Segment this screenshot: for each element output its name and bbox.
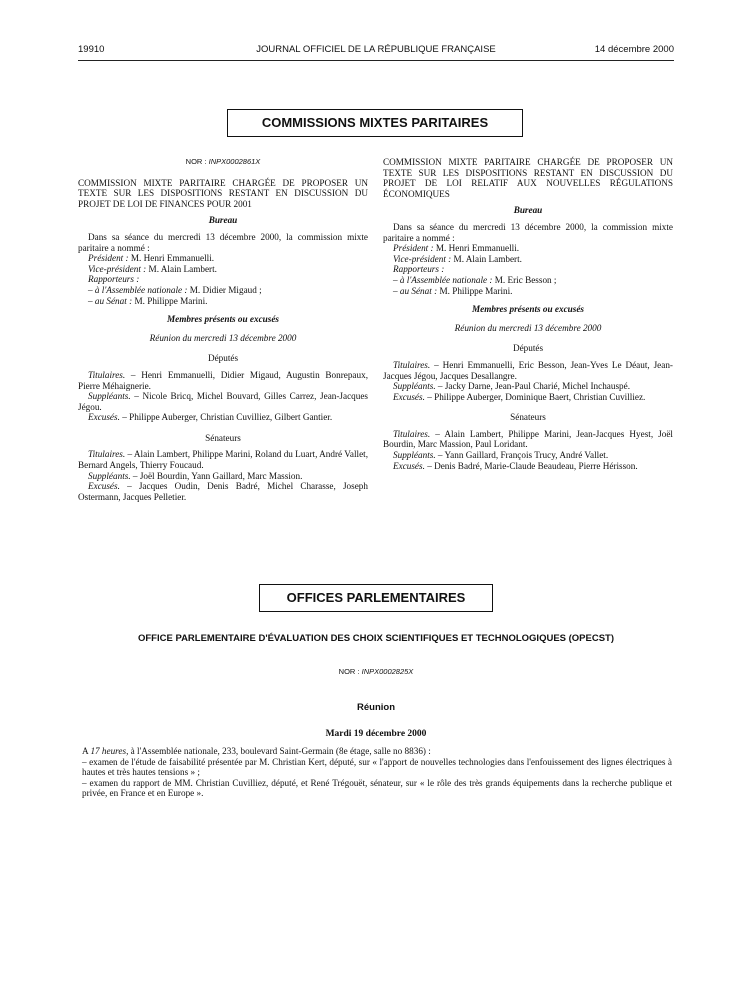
senateurs-titulaires <box>78 449 368 470</box>
vice-president-line <box>78 264 368 275</box>
excuses-names: – Jacques Oudin, Denis Badré, Michel Charasse, Joseph Ostermann, Jacques Pelletier. <box>78 481 368 502</box>
right-column <box>383 157 673 471</box>
titulaires-label: Titulaires. <box>88 449 126 460</box>
reunion-heading: Réunion <box>357 702 395 713</box>
president-line <box>78 253 368 264</box>
rapporteur-an-label: – à l'Assemblée nationale : <box>393 274 493 285</box>
suppleants-label: Suppléants. <box>88 391 131 402</box>
meeting-date: Réunion du mercredi 13 décembre 2000 <box>454 322 602 333</box>
senateurs-excuses <box>383 461 673 472</box>
suppleants-label: Suppléants. <box>393 381 436 392</box>
left-column <box>78 157 368 502</box>
president-line <box>383 243 673 254</box>
suppleants-label: Suppléants. <box>88 470 131 481</box>
meeting-date: Réunion du mercredi 13 décembre 2000 <box>149 332 297 343</box>
suppleants-names: – Joël Bourdin, Yann Gaillard, Marc Massion. <box>130 470 303 481</box>
section-title-commissions: COMMISSIONS MIXTES PARITAIRES <box>227 109 523 137</box>
office-agenda <box>82 746 672 799</box>
bureau-intro: Dans sa séance du mercredi 13 décembre 2000, la commission mixte paritaire a nommé : <box>383 221 673 243</box>
president-name: M. Henri Emmanuelli. <box>435 243 520 254</box>
rapporteurs-label <box>78 274 368 285</box>
rapporteur-senat-name: M. Philippe Marini. <box>439 285 513 296</box>
excuses-names: – Philippe Auberger, Dominique Baert, Christian Cuvilliez. <box>424 391 646 402</box>
titulaires-label: Titulaires. <box>393 359 431 370</box>
header-rule <box>78 60 674 61</box>
senateurs-titulaires <box>383 429 673 450</box>
agenda-time: 17 heures, <box>90 746 129 756</box>
president-name: M. Henri Emmanuelli. <box>130 253 215 264</box>
agenda-item: – examen de l'étude de faisabilité présentée par M. Christian Kert, député, sur « l'apport de nouvelles technologies dans l'enfouissement des lignes électriques à hautes et très hautes tensions » ; <box>82 756 672 778</box>
suppleants-names: – Yann Gaillard, François Trucy, André Vallet. <box>435 450 609 461</box>
suppleants-names: – Jacky Darne, Jean-Paul Charié, Michel Inchauspé. <box>435 381 631 392</box>
president-label: Président : <box>88 253 129 264</box>
titulaires-label: Titulaires. <box>88 369 126 380</box>
commission-title: COMMISSION MIXTE PARITAIRE CHARGÉE DE PROPOSER UN TEXTE SUR LES DISPOSITIONS RESTANT EN DISCUSSION DU PROJET DE LOI RELATIF AUX NOUVELLES RÉGULATIONS ÉCONOMIQUES <box>383 157 673 199</box>
deputes-titulaires <box>383 360 673 381</box>
rapporteurs-label-text: Rapporteurs : <box>393 264 445 275</box>
vice-president-name: M. Alain Lambert. <box>453 253 522 264</box>
rapporteurs-label <box>383 264 673 275</box>
rapporteur-an-name: M. Eric Besson ; <box>494 274 557 285</box>
vice-president-label: Vice-président : <box>393 253 452 264</box>
bureau-heading: Bureau <box>513 205 543 216</box>
rapporteur-an-line <box>78 285 368 296</box>
suppleants-label: Suppléants. <box>393 450 436 461</box>
rapporteur-an-line <box>383 275 673 286</box>
nor-code: INPX0002861X <box>208 157 261 166</box>
rapporteurs-label-text: Rapporteurs : <box>88 274 140 285</box>
deputes-suppleants <box>78 391 368 412</box>
deputes-titulaires <box>78 370 368 391</box>
titulaires-label: Titulaires. <box>393 428 431 439</box>
deputes-suppleants <box>383 381 673 392</box>
agenda-prefix: A <box>82 746 91 756</box>
rapporteur-senat-label: – au Sénat : <box>88 295 133 306</box>
senateurs-heading: Sénateurs <box>510 412 546 423</box>
agenda-location: à l'Assemblée nationale, 233, boulevard Saint-Germain (8e étage, salle no 8836) : <box>128 746 431 756</box>
rapporteur-senat-line <box>383 286 673 297</box>
titulaires-names: – Alain Lambert, Philippe Marini, Roland du Luart, André Vallet, Bernard Angels, Thierry Foucaud. <box>78 449 368 471</box>
page-header <box>78 44 674 58</box>
page-number: 19910 <box>78 44 105 55</box>
rapporteur-an-name: M. Didier Migaud ; <box>189 284 262 295</box>
deputes-heading: Députés <box>512 343 544 354</box>
excuses-label: Excusés. <box>393 391 425 402</box>
section-title-offices: OFFICES PARLEMENTAIRES <box>259 584 493 612</box>
excuses-label: Excusés. <box>88 412 120 423</box>
rapporteur-an-label: – à l'Assemblée nationale : <box>88 284 188 295</box>
vice-president-line <box>383 254 673 265</box>
meeting-date-heading: Mardi 19 décembre 2000 <box>325 729 427 739</box>
excuses-label: Excusés. <box>88 481 120 492</box>
nor-label: NOR : <box>338 667 360 676</box>
excuses-label: Excusés. <box>393 460 425 471</box>
deputes-excuses <box>78 412 368 423</box>
suppleants-names: – Nicole Bricq, Michel Bouvard, Gilles Carrez, Jean-Jacques Jégou. <box>78 391 368 412</box>
office-nor-reference <box>78 667 674 676</box>
titulaires-names: – Alain Lambert, Philippe Marini, Jean-Jacques Hyest, Joël Bourdin, Marc Massion, Paul Loridant. <box>383 428 673 450</box>
senateurs-suppleants <box>383 450 673 461</box>
bureau-heading: Bureau <box>208 215 238 226</box>
members-heading: Membres présents ou excusés <box>471 304 585 315</box>
rapporteur-senat-name: M. Philippe Marini. <box>134 295 208 306</box>
rapporteur-senat-label: – au Sénat : <box>393 285 438 296</box>
office-title: OFFICE PARLEMENTAIRE D'ÉVALUATION DES CHOIX SCIENTIFIQUES ET TECHNOLOGIQUES (OPECST) <box>137 633 615 644</box>
journal-title: JOURNAL OFFICIEL DE LA RÉPUBLIQUE FRANÇAISE <box>256 44 496 55</box>
bureau-intro: Dans sa séance du mercredi 13 décembre 2000, la commission mixte paritaire a nommé : <box>78 231 368 253</box>
issue-date: 14 décembre 2000 <box>594 44 674 55</box>
senateurs-excuses <box>78 481 368 502</box>
excuses-names: – Denis Badré, Marie-Claude Beaudeau, Pierre Hérisson. <box>424 460 638 471</box>
vice-president-label: Vice-président : <box>88 263 147 274</box>
titulaires-names: – Henri Emmanuelli, Didier Migaud, Augustin Bonrepaux, Pierre Méhaignerie. <box>78 369 368 391</box>
titulaires-names: – Henri Emmanuelli, Eric Besson, Jean-Yves Le Déaut, Jean-Jacques Jégou, Jacques Desallangre. <box>383 359 673 381</box>
commission-title: COMMISSION MIXTE PARITAIRE CHARGÉE DE PROPOSER UN TEXTE SUR LES DISPOSITIONS RESTANT EN DISCUSSION DU PROJET DE LOI DE FINANCES POUR 2001 <box>78 177 368 209</box>
rapporteur-senat-line <box>78 296 368 307</box>
nor-reference <box>78 157 368 168</box>
nor-code: INPX0002825X <box>361 667 414 676</box>
nor-label: NOR : <box>185 157 207 166</box>
excuses-names: – Philippe Auberger, Christian Cuvilliez, Gilbert Gantier. <box>119 412 333 423</box>
agenda-intro <box>82 746 672 757</box>
deputes-heading: Députés <box>207 353 239 364</box>
vice-president-name: M. Alain Lambert. <box>148 263 217 274</box>
members-heading: Membres présents ou excusés <box>166 314 280 325</box>
senateurs-heading: Sénateurs <box>205 432 241 443</box>
deputes-excuses <box>383 392 673 403</box>
agenda-item: – examen du rapport de MM. Christian Cuvilliez, député, et René Trégouët, sénateur, sur « le rôle des très grands équipements dans la recherche publique et privée, en France et en Europe ». <box>82 777 672 799</box>
senateurs-suppleants <box>78 471 368 482</box>
president-label: Président : <box>393 243 434 254</box>
